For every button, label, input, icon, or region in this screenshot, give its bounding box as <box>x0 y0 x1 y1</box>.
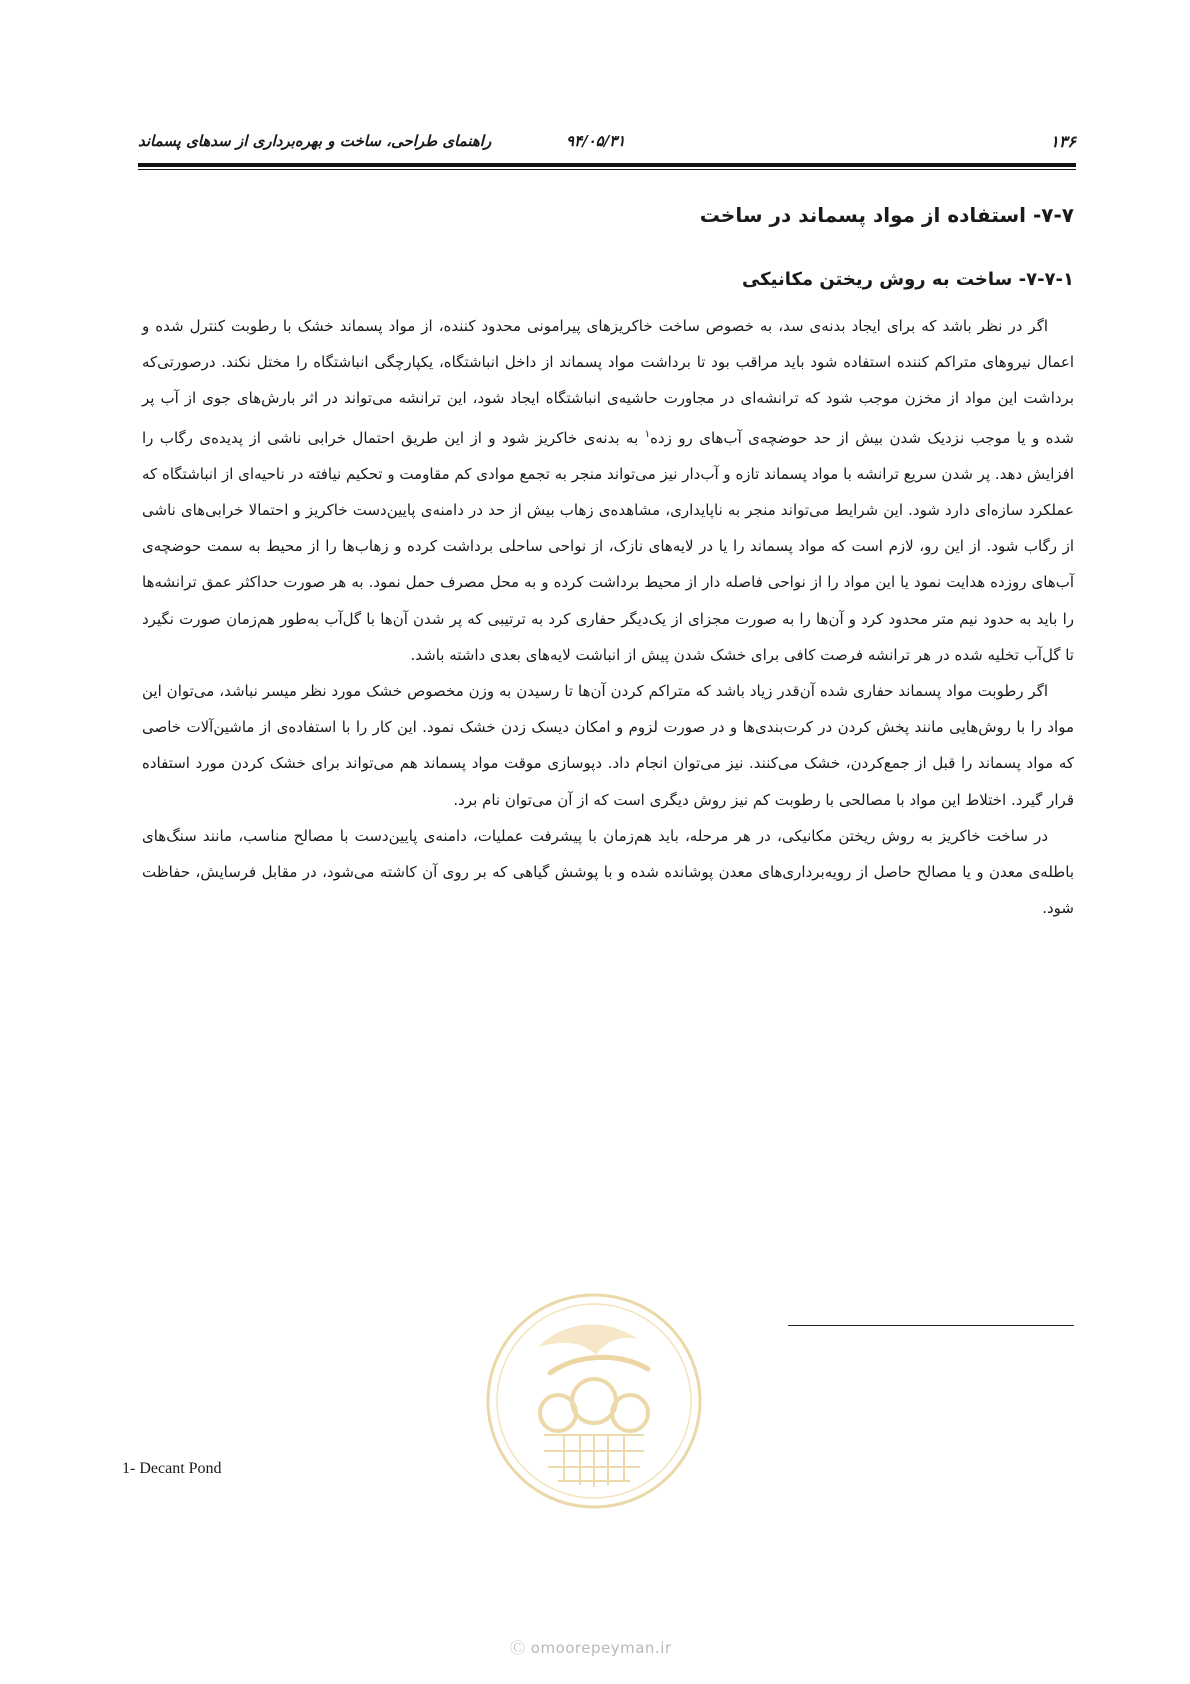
paragraph-1-part-2: به بدنه‌ی خاکریز شود و از این طریق احتمال خرابی ناشی از پدیده‌ی رگاب را افزایش دهد. پر شدن سریع ترانشه با مواد پسماند تازه و آب‌دار نیز می‌تواند منجر به تجمع موادی کم مقاومت و تحکیم نیافته در ناحیه‌ای از انباشتگاه که عملکرد سازه‌ای دارد شود. این شرایط می‌تواند منجر به ناپایداری، مشاهده‌ی زهاب بیش از حد در دامنه‌ی پایین‌دست خاکریز و احتمالا خرابی‌های ناشی از رگاب شود. از این رو، لازم است که مواد پسماند را یا در لایه‌های نازک، از نواحی ساحلی برداشت کرده و زهاب‌ها را از محیط به سمت حوضچه‌ی آب‌های روزده هدایت نمود یا این مواد را از نواحی فاصله دار از محیط برداشت کرده و به محل مصرف حمل نمود. به هر صورت حداکثر عمق ترانشه‌ها را باید به حدود نیم متر محدود کرد و آن‌ها را به صورت مجزای از یک‌دیگر حفاری کرد به ترتیبی که پر شدن آن‌ها با گل‌آب به‌طور هم‌زمان صورت نگیرد تا گل‌آب تخلیه شده در هر ترانشه فرصت کافی برای خشک شدن پیش از انباشت لایه‌های بعدی داشته باشد. <box>142 428 1074 664</box>
header-title: راهنمای طراحی، ساخت و بهره‌برداری از سدهای پسماند <box>138 132 492 150</box>
header-date: ۹۴/۰۵/۳۱ <box>566 132 626 150</box>
page-number: ۱۳۶ <box>1050 132 1076 151</box>
header-rule-thick <box>138 163 1076 167</box>
stamp-seal <box>478 1285 710 1517</box>
page-body <box>142 200 1074 926</box>
page-header <box>138 132 1076 162</box>
section-title: ۷-۷- استفاده از مواد پسماند در ساخت <box>699 203 1074 227</box>
paragraph-2: اگر رطوبت مواد پسماند حفاری شده آن‌قدر زیاد باشد که متراکم کردن آن‌ها تا رسیدن به وزن مخصوص خشک مورد نظر میسر نباشد، می‌توان این مواد را با روش‌هایی مانند پخش کردن در کرت‌بندی‌ها و در صورت لزوم و امکان دیسک زدن خشک نمود. این کار را با استفاده‌ی از ماشین‌آلات خاصی که مواد پسماند را قبل از جمع‌کردن، خشک می‌کنند. نیز می‌توان انجام داد. دپوسازی موقت مواد پسماند هم می‌تواند برای خشک کردن مورد استفاده قرار گیرد. اختلاط این مواد با مصالحی با رطوبت کم نیز روش دیگری است که از آن می‌توان نام برد. <box>142 682 1074 809</box>
paragraph-1-part-1: اگر در نظر باشد که برای ایجاد بدنه‌ی سد، به خصوص ساخت خاکریزهای پیرامونی محدود کننده، از مواد پسماند خشک با رطوبت کنترل شده و اعمال نیروهای متراکم کننده استفاده شود باید مراقب بود تا برداشت مواد پسماند از داخل انباشتگاه، یکپارچگی انباشتگاه را مختل نکند. درصورتی‌که برداشت این مواد از مخزن موجب شود که ترانشه‌ای در مجاورت حاشیه‌ی انباشتگاه ایجاد شود، این ترانشه می‌تواند در اثر بارش‌های جوی از آب پر شده و یا موجب نزدیک شدن بیش از حد حوضچه‌ی آب‌های رو زده <box>142 317 1074 447</box>
watermark-text: omoorepeyman.ir <box>530 1639 672 1657</box>
subsection-title: ۷-۷-۱- ساخت به روش ریختن مکانیکی <box>741 269 1074 290</box>
footnote-reference: ۱ <box>644 428 651 440</box>
footnote-separator <box>788 1325 1074 1326</box>
header-rule-thin <box>138 169 1076 170</box>
seal-graphic <box>478 1285 710 1517</box>
paragraph-3: در ساخت خاکریز به روش ریختن مکانیکی، در هر مرحله، باید هم‌زمان با پیشرفت عملیات، دامنه‌ی پایین‌دست با مصالح مناسب، مانند سنگ‌های باطله‌ی معدن و یا مصالح حاصل از رویه‌برداری‌های معدن پوشانده شده و با پوشش گیاهی که بر روی آن کاشته می‌شود، در مقابل فرسایش، حفاظت شود. <box>142 826 1074 918</box>
watermark-url: Ⓒ omoorepeyman.ir <box>510 1639 672 1657</box>
paragraph-1 <box>142 308 1074 673</box>
footnote-text: 1- Decant Pond <box>122 1460 222 1477</box>
